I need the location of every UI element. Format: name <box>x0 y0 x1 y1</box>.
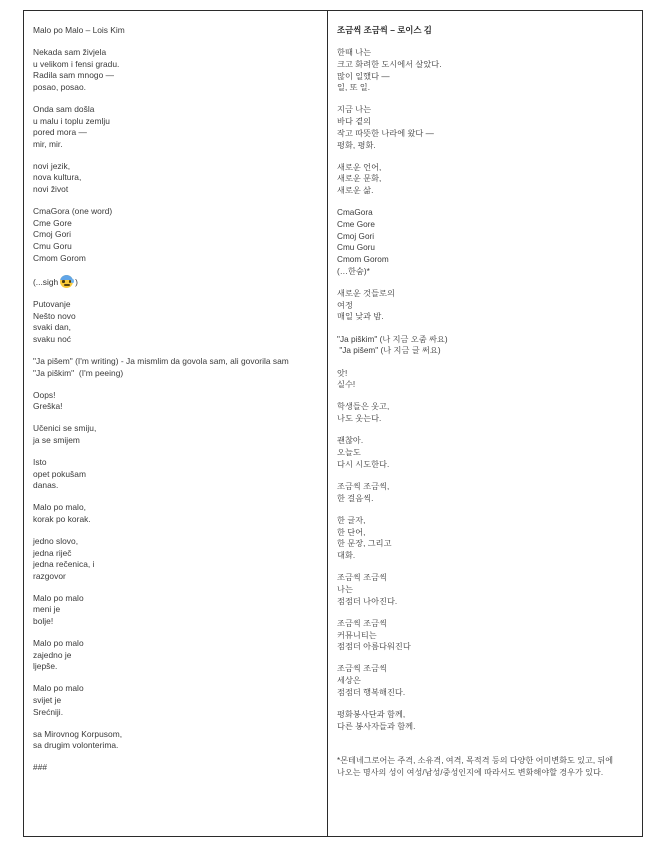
sigh-text-suffix: ) <box>75 276 78 287</box>
poem-line: "Ja pišem" (나 지금 글 써요) <box>337 346 441 356</box>
right-column-korean <box>328 11 642 836</box>
poem-line: 한 글자, <box>337 515 366 525</box>
footnote-block <box>337 755 634 778</box>
poem-line: 점점더 나아진다. <box>337 596 398 606</box>
poem-line: Putovanje <box>33 299 71 310</box>
poem-line: "Ja pišem" (I'm writing) - Ja mismlim da govola sam, ali govorila sam <box>33 355 289 366</box>
poem-line: novi život <box>33 184 69 195</box>
poem-line: meni je <box>33 604 61 615</box>
left-stanza-11 <box>33 502 319 525</box>
poem-line: Malo po malo <box>33 592 84 603</box>
right-stanza-6-pisem <box>337 334 634 357</box>
poem-line: 평화봉사단과 함께, <box>337 710 406 720</box>
poem-line: 커뮤니티는 <box>337 630 377 640</box>
right-stanza-12 <box>337 572 634 607</box>
poem-line: pored mora — <box>33 127 87 138</box>
poem-line: jedna riječ <box>33 547 72 558</box>
poem-line: 조금씩 조금씩 <box>337 664 387 674</box>
poem-line: Malo po malo, <box>33 502 86 513</box>
poem-line: 바다 곁의 <box>337 117 372 127</box>
poem-line: 다시 시도한다. <box>337 459 390 469</box>
poem-line: 괜찮아. <box>337 436 364 446</box>
poem-line: danas. <box>33 480 59 491</box>
right-stanza-8 <box>337 401 634 424</box>
left-stanza-8 <box>33 390 319 413</box>
poem-line: 조금씩 조금씩, <box>337 481 390 491</box>
footnote-line: *몬테네그로어는 주격, 소유격, 여격, 목적격 등의 다양한 어미변화도 있고, 뒤에 <box>337 756 614 766</box>
poem-line: 한 단어, <box>337 527 366 537</box>
poem-line-sigh-korean: (…한숨)* <box>337 266 370 276</box>
right-stanza-14 <box>337 663 634 698</box>
poem-line: sa Mirovnog Korpusom, <box>33 728 123 739</box>
right-stanza-10 <box>337 481 634 504</box>
poem-line: u velikom i fensi gradu. <box>33 58 120 69</box>
left-stanza-2 <box>33 104 319 150</box>
poem-line: "Ja piškim" (I'm peeing) <box>33 367 124 378</box>
left-stanza-6 <box>33 299 319 345</box>
poem-line: 매일 낮과 밤. <box>337 312 384 322</box>
left-stanza-15 <box>33 683 319 718</box>
poem-line: 새로운 문화, <box>337 174 382 184</box>
poem-line: 오늘도 <box>337 448 361 458</box>
right-stanza-2 <box>337 104 634 151</box>
poem-line: 나도 웃는다. <box>337 414 382 424</box>
poem-line: Radila sam mnogo — <box>33 70 115 81</box>
poem-line: Isto <box>33 457 47 468</box>
poem-line: 작고 따뜻한 나라에 왔다 — <box>337 128 434 138</box>
poem-line: Cmom Gorom <box>33 252 86 263</box>
poem-line: Onda sam došla <box>33 103 95 114</box>
footnote-line: 나오는 명사의 성이 여성/남성/중성인지에 따라서도 변화해야할 경우가 있다. <box>337 768 604 778</box>
poem-line: ljepše. <box>33 661 58 672</box>
poem-line: 조금씩 조금씩 <box>337 618 387 628</box>
poem-line: 조금씩 조금씩 <box>337 573 387 583</box>
right-stanza-7 <box>337 368 634 391</box>
end-marker: ### <box>33 762 48 773</box>
right-stanza-5 <box>337 288 634 323</box>
poem-line: Malo po malo <box>33 638 84 649</box>
poem-line: Cmu Goru <box>33 240 72 251</box>
poem-line: svijet je <box>33 695 62 706</box>
poem-line: 대화. <box>337 551 356 560</box>
left-stanza-17-end-marker <box>33 762 319 774</box>
poem-line: 여정 <box>337 300 353 310</box>
poem-line: 크고 화려한 도시에서 살았다. <box>337 59 442 69</box>
poem-line: 점점더 아름다워진다 <box>337 642 411 652</box>
poem-line: CmaGora (one word) <box>33 206 113 217</box>
poem-line: svaku noć <box>33 333 71 344</box>
poem-line: 평화, 평화. <box>337 140 376 150</box>
left-stanza-1 <box>33 47 319 93</box>
left-stanza-5-sigh <box>33 275 319 289</box>
sigh-text-prefix: (...sigh <box>33 276 59 287</box>
poem-line: 점점더 행복해진다. <box>337 687 406 697</box>
poem-line: posao, posao. <box>33 81 87 92</box>
poem-line: novi jezik, <box>33 160 71 171</box>
poem-title-korean: 조금씩 조금씩 – 로이스 김 <box>337 25 432 35</box>
right-stanza-15 <box>337 709 634 732</box>
left-stanza-16 <box>33 729 319 752</box>
right-stanza-11 <box>337 515 634 562</box>
poem-line: Cme Gore <box>337 220 376 230</box>
anxious-face-with-sweat-icon <box>60 275 73 288</box>
poem-line: svaki dan, <box>33 322 72 333</box>
right-title-block <box>337 25 634 37</box>
poem-line: CmaGora <box>337 208 373 218</box>
poem-line: 앗! <box>337 368 348 378</box>
poem-line: 일, 또 일. <box>337 83 371 93</box>
poem-line: 지금 나는 <box>337 105 372 115</box>
poem-line: 나는 <box>337 584 353 594</box>
poem-line: jedna rečenica, i <box>33 559 95 570</box>
poem-line: Nešto novo <box>33 310 76 321</box>
left-stanza-12 <box>33 536 319 582</box>
left-stanza-13 <box>33 593 319 628</box>
left-stanza-7-pisem <box>33 356 319 379</box>
poem-line: zajedno je <box>33 649 72 660</box>
left-stanza-14 <box>33 638 319 673</box>
poem-line: Učenici se smiju, <box>33 423 97 434</box>
right-stanza-3 <box>337 162 634 197</box>
poem-line: Greška! <box>33 401 63 412</box>
poem-line: opet pokušam <box>33 468 86 479</box>
right-stanza-13 <box>337 618 634 653</box>
left-stanza-9 <box>33 423 319 446</box>
poem-line: Malo po malo <box>33 683 84 694</box>
poem-line: Cmu Goru <box>337 243 376 253</box>
poem-line: bolje! <box>33 616 54 627</box>
left-stanza-4-declensions <box>33 206 319 264</box>
right-stanza-1 <box>337 47 634 94</box>
left-stanza-3 <box>33 161 319 196</box>
poem-line: 많이 일했다 — <box>337 71 390 81</box>
poem-line: mir, mir. <box>33 138 63 149</box>
poem-line: 새로운 언어, <box>337 162 382 172</box>
poem-title-latin: Malo po Malo – Lois Kim <box>33 25 125 35</box>
poem-line: 다른 봉사자들과 함께. <box>337 721 416 731</box>
poem-line: Cmoj Gori <box>337 231 375 241</box>
poem-line: Srećniji. <box>33 706 64 717</box>
poem-line: 학생들은 웃고, <box>337 402 390 412</box>
poem-line: 새로운 것들로의 <box>337 289 395 299</box>
poem-line: jedno slovo, <box>33 536 79 546</box>
poem-line: 한때 나는 <box>337 48 372 58</box>
poem-line: Nekada sam živjela <box>33 47 107 58</box>
left-column-montenegrin <box>24 11 328 836</box>
poem-line: u malu i toplu zemlju <box>33 115 110 126</box>
right-stanza-4-declensions <box>337 207 634 277</box>
poem-line: 세상은 <box>337 676 361 686</box>
right-stanza-9 <box>337 435 634 470</box>
poem-line: sa drugim volonterima. <box>33 740 119 751</box>
poem-line: 한 문장, 그리고 <box>337 539 392 549</box>
poem-line: ja se smijem <box>33 434 80 445</box>
poem-line: Cmoj Gori <box>33 229 71 240</box>
bilingual-poem-table <box>23 10 643 837</box>
poem-line: Oops! <box>33 389 56 400</box>
left-stanza-10 <box>33 457 319 492</box>
poem-line: "Ja piškim" (나 지금 오줌 싸요) <box>337 334 448 344</box>
poem-line: korak po korak. <box>33 513 91 524</box>
left-title-block <box>33 25 319 37</box>
poem-line: razgovor <box>33 570 66 581</box>
poem-line: 실수! <box>337 380 356 390</box>
poem-line: 새로운 삶. <box>337 186 374 196</box>
poem-line: nova kultura, <box>33 172 82 183</box>
poem-line: Cmom Gorom <box>337 255 389 265</box>
poem-line: 한 걸음씩. <box>337 493 374 503</box>
sigh-line <box>33 275 319 289</box>
poem-line: Cme Gore <box>33 217 72 228</box>
